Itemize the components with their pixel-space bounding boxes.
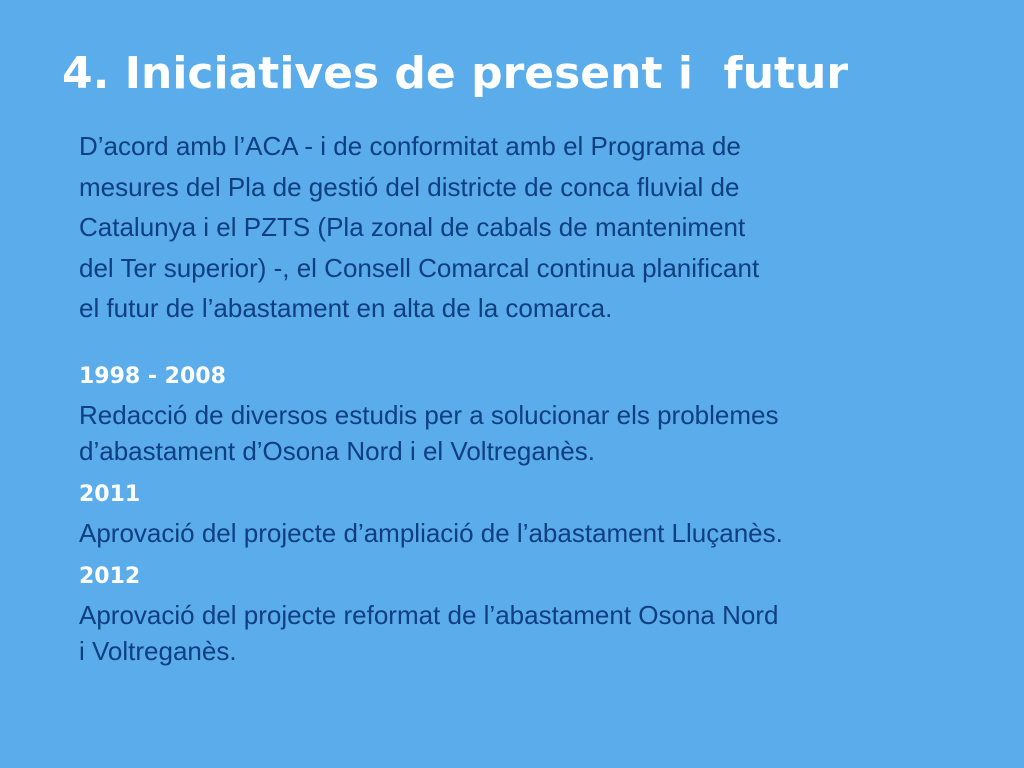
timeline-entry bbox=[79, 475, 999, 551]
intro-paragraph: D’acord amb l’ACA - i de conformitat amb el Programa de mesures del Pla de gestió del districte de conca fluvial de Catalunya i el PZTS (Pla zonal de cabals de manteniment del Ter superior) -, el Consell Comarcal continua planificant el futur de l’abastament en alta de la comarca. bbox=[79, 131, 760, 323]
timeline-entry bbox=[79, 557, 999, 669]
timeline-description: Redacció de diversos estudis per a solucionar els problemes d’abastament d’Osona Nord i el Voltreganès. bbox=[79, 400, 779, 466]
timeline-year: 1998 - 2008 bbox=[79, 364, 226, 389]
timeline-year: 2012 bbox=[79, 564, 141, 589]
timeline-list bbox=[79, 357, 999, 675]
timeline-description: Aprovació del projecte d’ampliació de l’abastament Lluçanès. bbox=[79, 518, 783, 548]
slide-title: 4. Iniciatives de present i futur bbox=[62, 48, 849, 99]
timeline-description: Aprovació del projecte reformat de l’abastament Osona Nord i Voltreganès. bbox=[79, 600, 779, 666]
timeline-entry bbox=[79, 357, 999, 469]
timeline-year: 2011 bbox=[79, 482, 141, 507]
